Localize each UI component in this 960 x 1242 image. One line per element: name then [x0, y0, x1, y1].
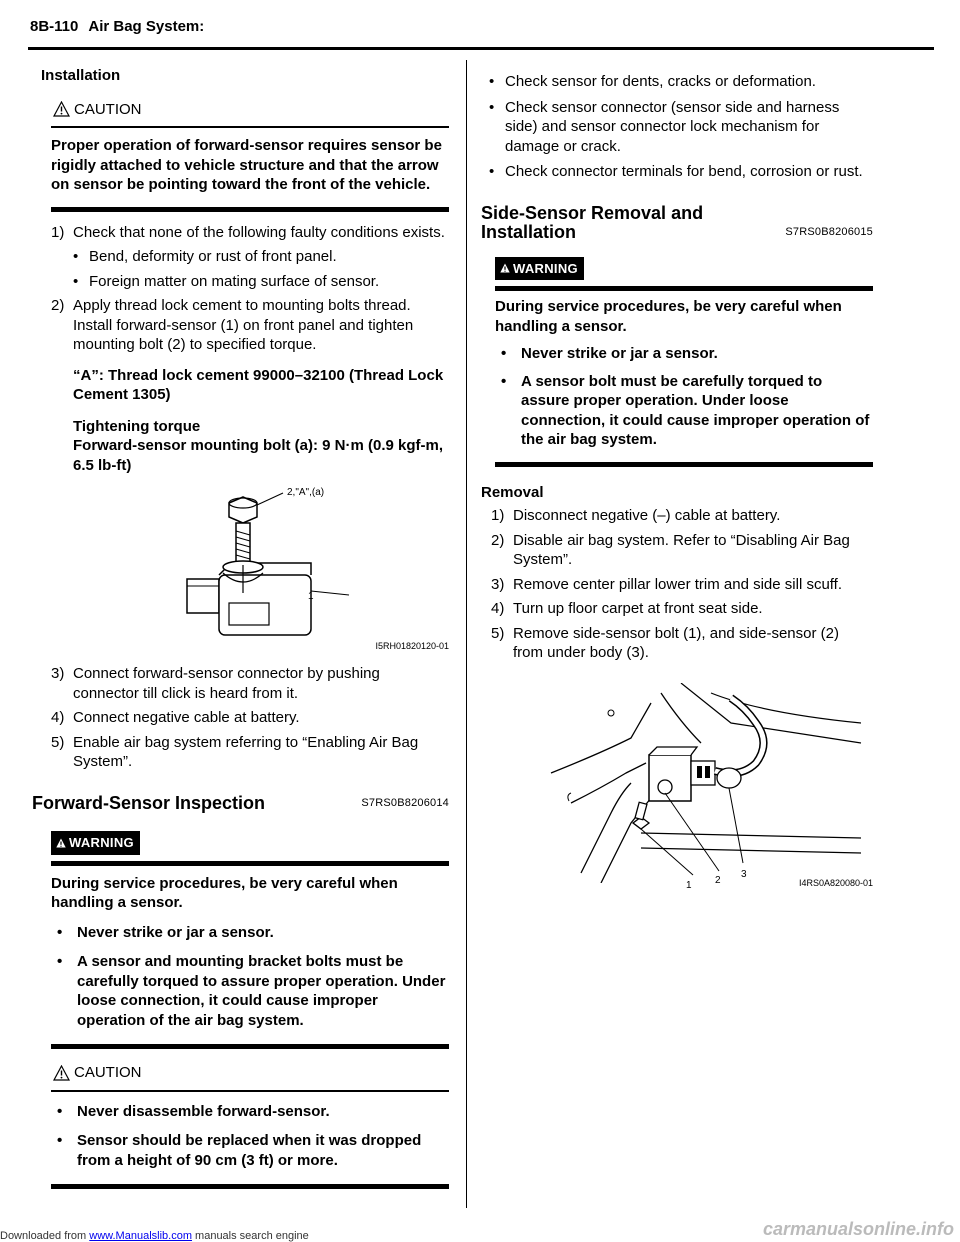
bullet-item: • Bend, deformity or rust of front panel.: [73, 248, 337, 265]
sensor-callout: 1: [308, 591, 314, 602]
check-bullet: • Check sensor for dents, cracks or deformation.: [489, 73, 816, 90]
check-bullet: • Check sensor connector (sensor side and harness side) and sensor connector lock mechanism for damage or crack.: [489, 98, 840, 155]
installation-steps: [51, 223, 449, 476]
warning-badge: WARNING: [495, 257, 584, 281]
bolt-callout: 2,"A",(a): [287, 487, 325, 498]
page-number: 8B-110: [30, 18, 79, 35]
step-item: 3) Connect forward-sensor connector by pushing connector till click is heard from it.: [51, 665, 380, 702]
check-list: [481, 72, 873, 182]
bullet-item: • Foreign matter on mating surface of sensor.: [73, 272, 380, 290]
cement-note: “A”: Thread lock cement 99000–32100 (Thread Lock Cement 1305): [73, 366, 444, 403]
caution-label: CAUTION: [74, 100, 142, 118]
left-column: [32, 66, 449, 1189]
footer: Downloaded from www.Manualslib.com manuals search engine: [0, 1230, 309, 1242]
caution-box-2: [51, 1063, 449, 1189]
step-item: 4) Turn up floor carpet at front seat side.: [491, 600, 763, 617]
warning-intro: During service procedures, be very careful when handling a sensor.: [51, 874, 398, 911]
sensor-callout: 2: [715, 874, 721, 886]
step-item: 5) Remove side-sensor bolt (1), and side-sensor (2) from under body (3).: [491, 624, 839, 661]
forward-sensor-figure: [51, 483, 449, 658]
caution-text: Proper operation of forward-sensor requires sensor be rigidly attached to vehicle structure and that the arrow on sensor be pointing toward the front of the vehicle.: [51, 137, 442, 193]
side-sensor-figure: [481, 683, 873, 898]
right-column: [481, 66, 873, 898]
warning-bullet: • A sensor and mounting bracket bolts must be carefully torqued to assure proper operation. Under loose connection, it could cause improper operation of the air bag system.: [57, 953, 446, 1029]
figure-id: I5RH01820120-01: [375, 640, 449, 651]
check-bullet: • Check connector terminals for bend, corrosion or rust.: [489, 163, 863, 180]
watermark: carmanualsonline.info: [762, 1219, 954, 1239]
step-item: 4) Connect negative cable at battery.: [51, 709, 300, 726]
step-item: 1) Disconnect negative (–) cable at battery.: [491, 507, 781, 524]
body-callout: 3: [741, 868, 747, 880]
header-rule: [28, 47, 934, 50]
warning-box: [51, 831, 449, 1049]
torque-title: Tightening torque: [73, 417, 201, 435]
removal-steps: [481, 506, 873, 663]
warning-icon: [56, 838, 66, 848]
bolt-callout: 1: [686, 879, 692, 891]
inspection-section-header: [32, 794, 449, 814]
side-sensor-section-header: [481, 204, 873, 243]
step-item: 3) Remove center pillar lower trim and side sill scuff.: [491, 575, 843, 593]
caution-header: [53, 1063, 449, 1083]
warning-box: [481, 257, 873, 467]
figure-id: I4RS0A820080-01: [798, 878, 873, 888]
caution-label: CAUTION: [74, 1064, 142, 1081]
warning-bullet: • Never strike or jar a sensor.: [501, 345, 718, 362]
section-name: Air Bag System:: [88, 18, 205, 35]
caution-bullet: • Never disassemble forward-sensor.: [57, 1102, 330, 1120]
warning-icon: [500, 263, 510, 273]
section-title: Side-Sensor Removal and Installation: [481, 202, 704, 242]
step-item: 2) Disable air bag system. Refer to “Disabling Air Bag System”.: [491, 531, 850, 568]
forward-sensor-illustration: [171, 483, 471, 638]
step-item: 2) Apply thread lock cement to mounting bolts thread. Install forward-sensor (1) on front panel and tighten mounting bolt (2) to specified torque.: [51, 297, 414, 353]
section-title: Forward-Sensor Inspection: [32, 792, 266, 813]
caution-bullet: • Sensor should be replaced when it was dropped from a height of 90 cm (3 ft) or more.: [57, 1132, 422, 1169]
side-sensor-illustration: [541, 683, 871, 883]
caution-triangle-icon: [53, 1065, 70, 1081]
removal-heading: Removal: [481, 483, 544, 501]
step-item: 1) Check that none of the following faulty conditions exists.: [51, 223, 445, 241]
caution-box: [51, 100, 449, 212]
caution-header: [53, 100, 449, 120]
installation-steps-cont: [51, 664, 449, 772]
caution-triangle-icon: [53, 101, 70, 117]
section-code: S7RS0B8206015: [785, 226, 873, 238]
step-item: 5) Enable air bag system referring to “Enabling Air Bag System”.: [51, 733, 419, 770]
warning-intro: During service procedures, be very careful when handling a sensor.: [495, 298, 842, 335]
installation-heading: Installation: [41, 67, 121, 84]
torque-spec: Forward-sensor mounting bolt (a): 9 N·m (0.9 kgf-m, 6.5 lb-ft): [73, 437, 444, 474]
warning-bullet: • Never strike or jar a sensor.: [57, 923, 274, 941]
manualslib-link[interactable]: www.Manualslib.com: [89, 1230, 192, 1242]
section-code: S7RS0B8206014: [361, 796, 449, 809]
warning-bullet: • A sensor bolt must be carefully torqued to assure proper operation. Under loose connection, it could cause improper operation of the air bag system.: [501, 372, 870, 448]
warning-badge: WARNING: [51, 831, 140, 855]
page-header: [30, 18, 214, 35]
